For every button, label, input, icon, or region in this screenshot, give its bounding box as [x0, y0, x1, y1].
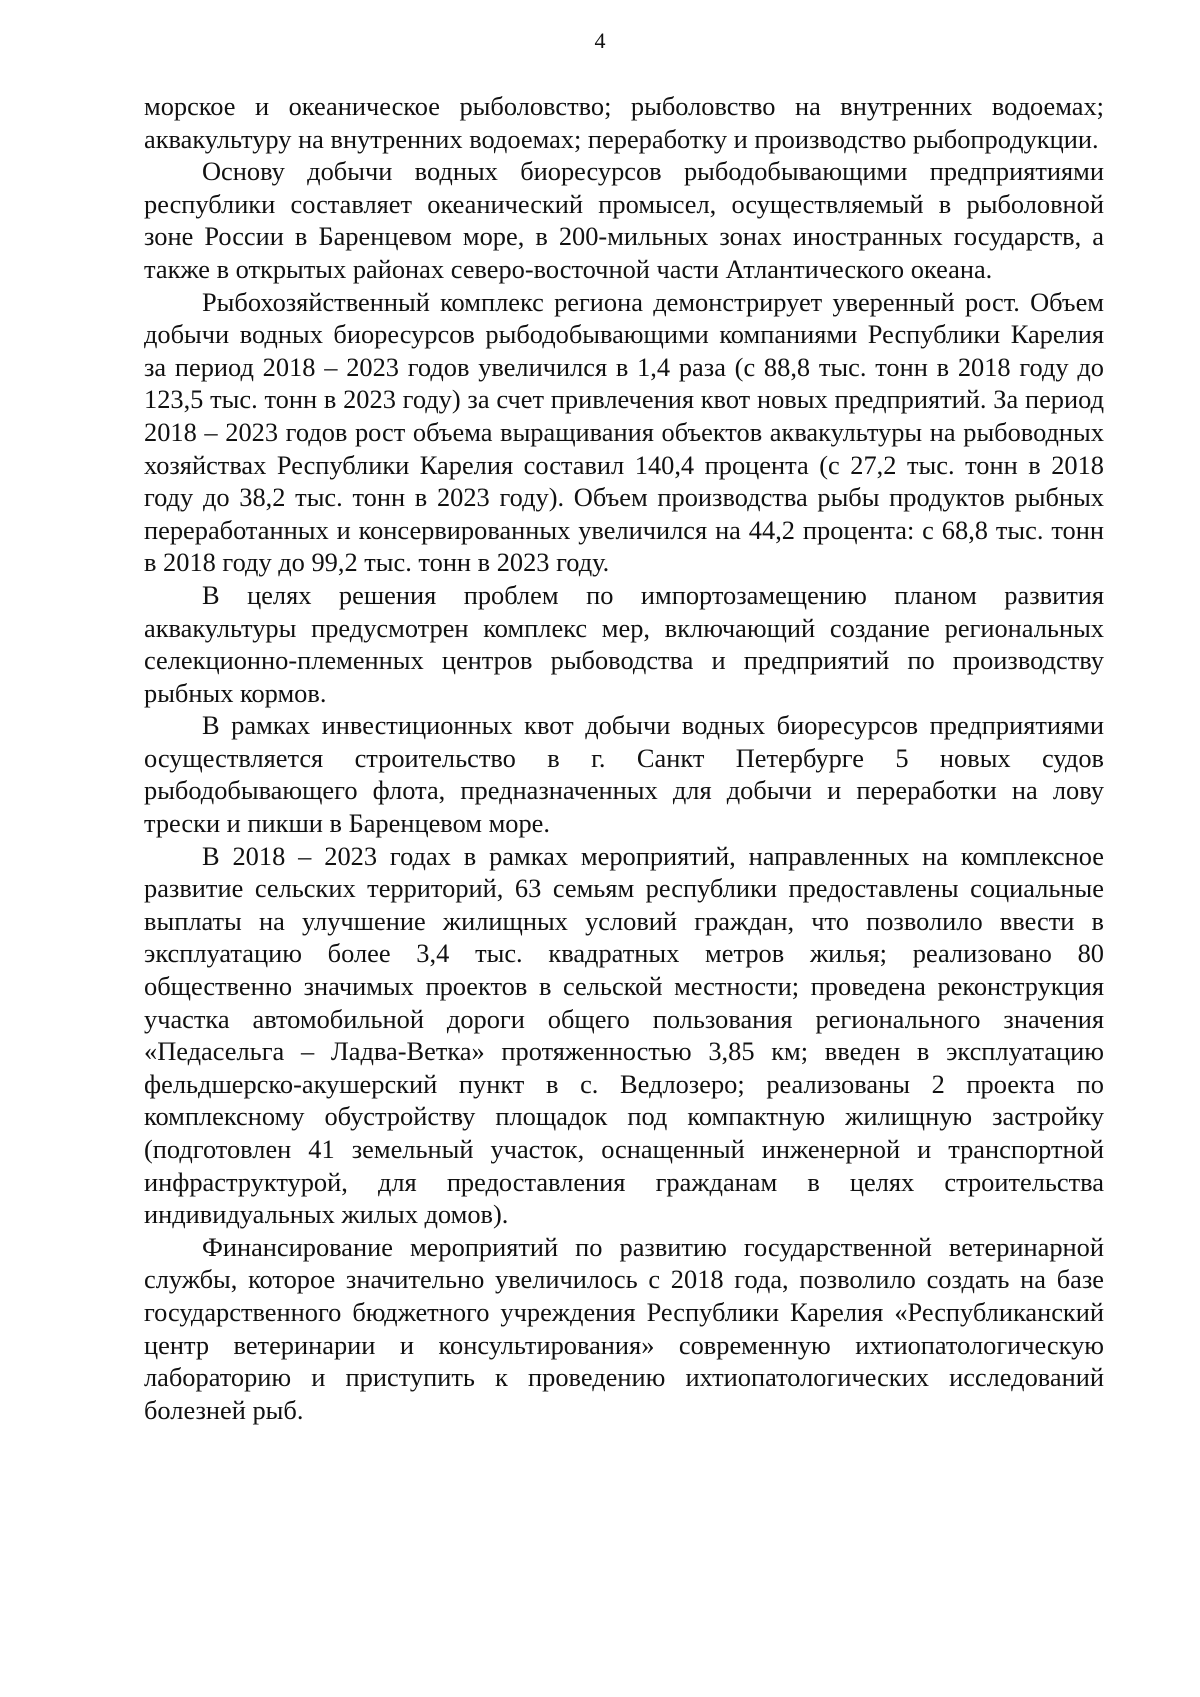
paragraph-fisheries-continuation: морское и океаническое рыболовство; рыболовство на внутренних водоемах; аквакультуру на внутренних водоемах; переработку и производство рыбопродукции.: [144, 91, 1104, 154]
paragraph-fishery-growth: Рыбохозяйственный комплекс региона демонстрирует уверенный рост. Объем добычи водных биоресурсов рыбодобывающими компаниями Республики Карелия за период 2018 – 2023 годов увеличился в 1,4 раза (с 88,8 тыс. тонн в 2018 году до 123,5 тыс. тонн в 2023 году) за счет привлечения квот новых предприятий. За период 2018 – 2023 годов рост объема выращивания объектов аквакультуры на рыбоводных хозяйствах Республики Карелия составил 140,4 процента (с 27,2 тыс. тонн в 2018 году до 38,2 тыс. тонн в 2023 году). Объем производства рыбы продуктов рыбных переработанных и консервированных увеличился на 44,2 процента: с 68,8 тыс. тонн в 2018 году до 99,2 тыс. тонн в 2023 году.: [144, 286, 1104, 578]
page-number: 4: [594, 28, 606, 53]
paragraph-rural-development: В 2018 – 2023 годах в рамках мероприятий, направленных на комплексное развитие сельских территорий, 63 семьям республики предоставлены социальные выплаты на улучшение жилищных условий граждан, что позволило ввести в эксплуатацию более 3,4 тыс. квадратных метров жилья; реализовано 80 общественно значимых проектов в сельской местности; проведена реконструкция участка автомобильной дороги общего пользования регионального значения «Педасельга – Ладва-Ветка» протяженностью 3,85 км; введен в эксплуатацию фельдшерско-акушерский пункт в с. Ведлозеро; реализованы 2 проекта по комплексному обустройству площадок под компактную жилищную застройку (подготовлен 41 земельный участок, оснащенный инженерной и транспортной инфраструктурой, для предоставления гражданам в целях строительства индивидуальных жилых домов).: [144, 840, 1104, 1230]
paragraph-investment-quotas: В рамках инвестиционных квот добычи водных биоресурсов предприятиями осуществляется строительство в г. Санкт Петербурге 5 новых судов рыбодобывающего флота, предназначенных для добычи и переработки на лову трески и пикши в Баренцевом море.: [144, 710, 1104, 839]
paragraph-import-substitution: В целях решения проблем по импортозамещению планом развития аквакультуры предусмотрен комплекс мер, включающий создание региональных селекционно-племенных центров рыбоводства и предприятий по производству рыбных кормов.: [144, 579, 1104, 708]
paragraph-veterinary-service: Финансирование мероприятий по развитию государственной ветеринарной службы, которое значительно увеличилось с 2018 года, позволило создать на базе государственного бюджетного учреждения Республики Карелия «Республиканский центр ветеринарии и консультирования» современную ихтиопатологическую лабораторию и приступить к проведению ихтиопатологических исследований болезней рыб.: [144, 1231, 1104, 1425]
paragraph-ocean-fishing: Основу добычи водных биоресурсов рыбодобывающими предприятиями республики составляет океанический промысел, осуществляемый в рыболовной зоне России в Баренцевом море, в 200-мильных зонах иностранных государств, а также в открытых районах северо-восточной части Атлантического океана.: [144, 156, 1104, 284]
document-body: [144, 90, 1104, 1426]
